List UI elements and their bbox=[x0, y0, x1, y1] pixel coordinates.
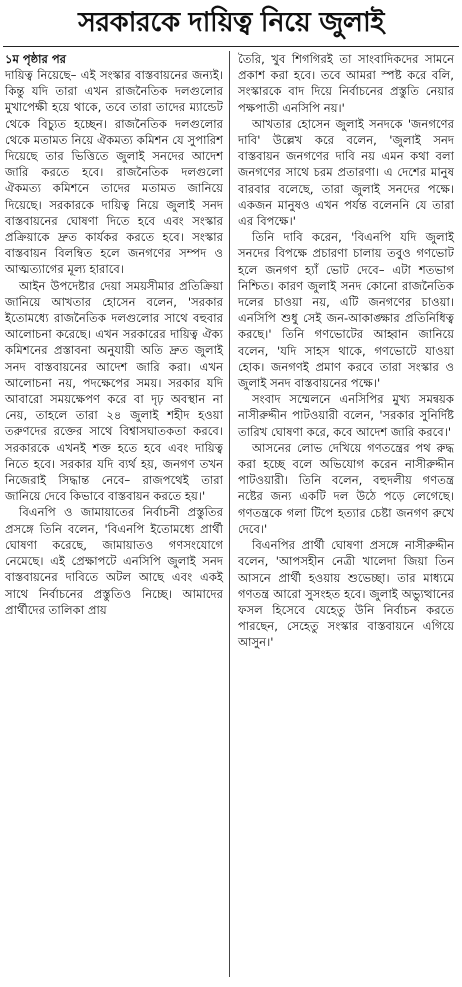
article-columns bbox=[3, 47, 459, 985]
paragraph: বিএনপির প্রার্থী ঘোষণা প্রসঙ্গে নাসীরুদ্দীন বলেন, 'আপসহীন নেত্রী খালেদা জিয়া তিন আসনে প্রার্থী হওয়ায় শুভেচ্ছা। তার মাধ্যমে গণতন্ত্র আরো সুসংহত হবে। জুলাই অভ্যুত্থানের ফসল হিসেবে যেহেতু উনি নির্বাচন করতে পারছেন, সেহেতু সংস্কার বাস্তবায়নে এগিয়ে আসুন।' bbox=[238, 538, 454, 650]
headline: সরকারকে দায়িত্ব নিয়ে জুলাই bbox=[3, 4, 459, 47]
paragraph: তিনি দাবি করেন, 'বিএনপি যদি জুলাই সনদের বিপক্ষে প্রচারণা চালায় তবুও গণভোট হলে জনগণ হ্যাঁ ভোট দেবে– এটা শতভাগ নিশ্চিত। কারণ জুলাই সনদ কোনো রাজনৈতিক দলের চাওয়া নয়, এটি জনগণের চাওয়া। এনসিপি শুধু সেই জন-আকাঙ্ক্ষার প্রতিনিধিত্ব করছে।' তিনি গণভোটের আহ্বান জানিয়ে বলেন, 'যদি সাহস থাকে, গণভোটে যাওয়া হোক। জনগণই প্রমাণ করবে তারা সংস্কার ও জুলাই সনদ বাস্তবায়নের পক্ষে।' bbox=[238, 230, 454, 391]
paragraph: দায়িত্ব নিয়েছে– এই সংস্কার বাস্তবায়নের জন্যই। কিন্তু যদি তারা এখন রাজনৈতিক দলগুলোর মুখাপেক্ষী হয়ে থাকে, তবে তারা তাদের ম্যান্ডেট থেকে বিচ্যুত হচ্ছেন। রাজনৈতিক দলগুলোর থেকে মতামত নিয়ে ঐকমত্য কমিশন যে সুপারিশ দিয়েছে তার ভিত্তিতে জুলাই সনদের আদেশ জারি করতে হবে। রাজনৈতিক দলগুলো ঐকমত্য কমিশনে তাদের মতামত জানিয়ে দিয়েছে। সরকারকে দায়িত্ব নিয়ে জুলাই সনদ বাস্তবায়নের ঘোষণা দিতে হবে এবং সংস্কার প্রক্রিয়াকে দ্রুত কার্যকর করতে হবে। সংস্কার বাস্তবায়ন বিলম্বিত হলে জনগণের সম্পদ ও আত্মত্যাগের মূল্য হারাবে। bbox=[5, 68, 223, 277]
paragraph: আইন উপদেষ্টার দেয়া সময়সীমার প্রতিক্রিয়া জানিয়ে আখতার হোসেন বলেন, 'সরকার ইতোমধ্যে রাজনৈতিক দলগুলোর সাথে বহুবার আলোচনা করেছে। এখন সরকারের দায়িত্ব ঐক্য কমিশনের প্রস্তাবনা অনুযায়ী অতি দ্রুত জুলাই সনদ বাস্তবায়নের আদেশ জারি করা। এখন আলোচনা নয়, পদক্ষেপের সময়। সরকার যদি আবারো সময়ক্ষেপণ করে বা দৃঢ় অবস্থান না নেয়, তাহলে তারা ২৪ জুলাই শহীদ হওয়া তরুণদের রক্তের সাথে বিশ্বাসঘাতকতা করবে। সরকারকে এখনই শক্ত হতে হবে এবং দায়িত্ব নিতে হবে। সরকার যদি ব্যর্থ হয়, জনগণ তখন নিজেরাই সিদ্ধান্ত নেবে– রাজপথেই তারা জানিয়ে দেবে কিভাবে বাস্তবায়ন করতে হয়।' bbox=[5, 278, 223, 504]
left-column bbox=[3, 47, 229, 985]
paragraph: আখতার হোসেন জুলাই সনদকে 'জনগণের দাবি' উল্লেখ করে বলেন, 'জুলাই সনদ বাস্তবায়ন জনগণের দাবি নয় এমন কথা বলা জনগণের সাথে চরম প্রতারণা। এ দেশের মানুষ বারবার বলেছে, তারা জুলাই সনদের পক্ষে। একজন মানুষও এখন পর্যন্ত বলেননি যে তারা এর বিপক্ষে।' bbox=[238, 116, 454, 229]
paragraph: বিএনপি ও জামায়াতের নির্বাচনী প্রস্তুতির প্রসঙ্গে তিনি বলেন, 'বিএনপি ইতোমধ্যে প্রার্থী ঘোষণা করেছে, জামায়াতও গণসংযোগে নেমেছে। এই প্রেক্ষাপটে এনসিপি জুলাই সনদ বাস্তবায়নের দাবিতে অটল আছে এবং একই সাথে নির্বাচনের প্রস্তুতিও নিচ্ছে। আমাদের প্রার্থীদের তালিকা প্রায় bbox=[5, 505, 223, 617]
paragraph: আসনের লোভ দেখিয়ে গণতন্ত্রের পথ রুদ্ধ করা হচ্ছে বলে অভিযোগ করেন নাসীরুদ্দীন পাটওয়ারী। তিনি বলেন, বহুদলীয় গণতন্ত্র নষ্টের জন্য একটি দল উঠে পড়ে লেগেছে। গণতন্ত্রকে গলা টিপে হত্যার চেষ্টা জনগণ রুখে দেবে।' bbox=[238, 440, 454, 536]
paragraph: সংবাদ সম্মেলনে এনসিপির মুখ্য সমন্বয়ক নাসীরুদ্দীন পাটওয়ারী বলেন, 'সরকার সুনির্দিষ্ট তারিখ ঘোষণা করে, কবে আদেশ জারি করবে।' bbox=[238, 392, 454, 439]
paragraph: তৈরি, খুব শিগগিরই তা সাংবাদিকদের সামনে প্রকাশ করা হবে। তবে আমরা স্পষ্ট করে বলি, সংস্কারকে বাদ দিয়ে নির্বাচনের প্রস্তুতি নেয়ার পক্ষপাতী এনসিপি নয়।' bbox=[238, 52, 454, 115]
right-column bbox=[230, 47, 456, 985]
continued-from-page-label: ১ম পৃষ্ঠার পর bbox=[5, 52, 66, 66]
